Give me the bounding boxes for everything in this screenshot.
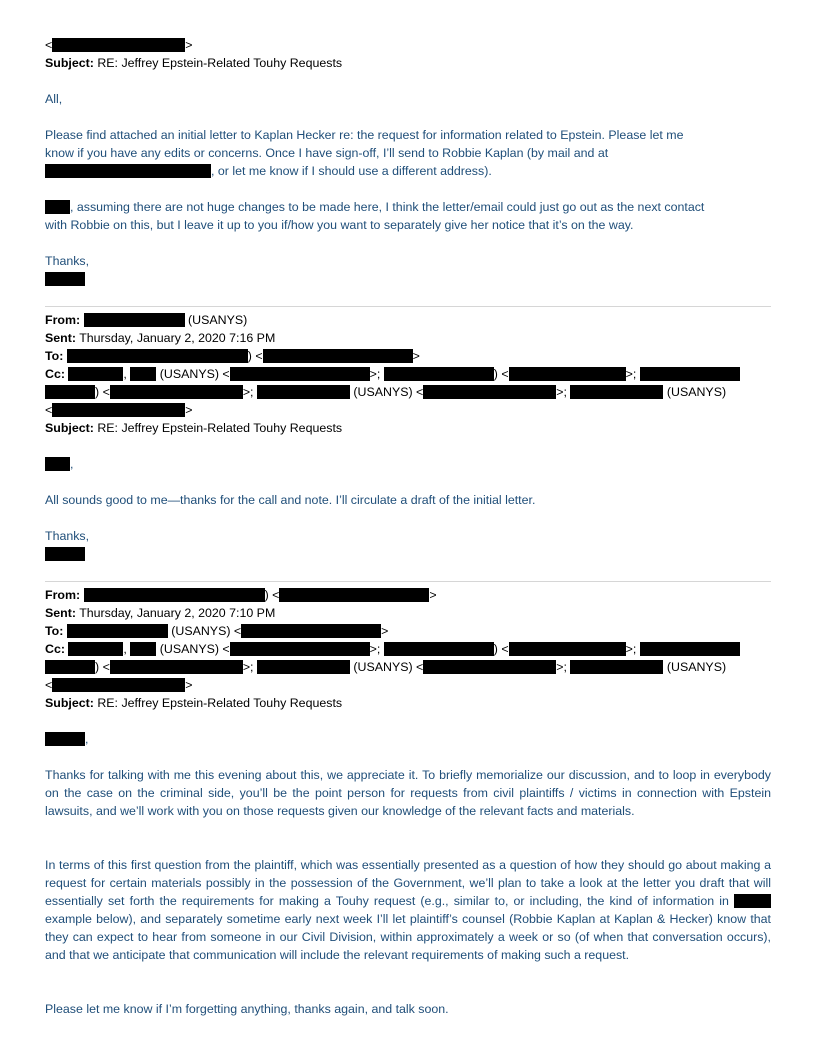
redaction <box>52 678 185 692</box>
email1-subject-line <box>45 54 342 72</box>
subject-text: RE: Jeffrey Epstein-Related Touhy Requests <box>97 421 343 435</box>
redaction <box>241 624 381 638</box>
redaction <box>45 164 211 178</box>
email2-cc-line2: ) < >; (USANYS) < >; (USANYS) <box>45 383 726 401</box>
redaction <box>130 367 156 381</box>
email2-signature <box>45 545 85 563</box>
redaction <box>67 624 168 638</box>
separator <box>45 306 771 307</box>
redaction <box>67 349 248 363</box>
email1-p2-line1 <box>45 198 704 216</box>
redaction <box>45 547 85 561</box>
redaction <box>52 403 185 417</box>
redaction <box>423 660 556 674</box>
email2-cc-line3: < > <box>45 403 193 417</box>
redaction <box>230 642 370 656</box>
email2-body: All sounds good to me—thanks for the call and note. I’ll circulate a draft of the initial letter. <box>45 493 536 507</box>
subject-label: Subject: <box>45 421 94 435</box>
email3-paragraph-1: Thanks for talking with me this evening about this, we appreciate it. To briefly memorialize our discussion, and to loop in everybody on the case on the criminal side, you’ll be the point person for requests from civil plaintiffs / victims in connection with Epstein lawsuits, and we’ll work with you on those requests given our knowledge of the relevant facts and materials. <box>45 768 771 818</box>
sent-value: Thursday, January 2, 2020 7:16 PM <box>79 331 276 345</box>
redaction <box>279 588 429 602</box>
redaction <box>509 642 626 656</box>
email1-p2-line1-text: , assuming there are not huge changes to be made here, I think the letter/email could just go out as the next contact <box>70 200 705 214</box>
email3-cc-line3: < > <box>45 678 193 692</box>
email2-subject-line <box>45 419 342 437</box>
redaction <box>110 385 243 399</box>
org-label: (USANYS) <box>353 660 413 674</box>
redaction <box>130 642 156 656</box>
redaction <box>257 660 350 674</box>
separator <box>45 581 771 582</box>
email2-cc-line1: Cc: , (USANYS) < >; ) < >; <box>45 365 740 383</box>
redaction <box>45 660 95 674</box>
redaction <box>84 588 265 602</box>
redaction <box>384 642 494 656</box>
email3-p2-part1: In terms of this first question from the plaintiff, which was essentially presented as a question of how they should go about making a request for certain materials possibly in the possession of the Government, we’ll plan to take a look at the letter you draft that will essentially set forth the requirements for making a Touhy request (e.g., similar to, or including, the kind of information in <box>45 858 771 908</box>
sent-label: Sent: <box>45 331 76 345</box>
from-label: From: <box>45 313 81 327</box>
redaction <box>52 38 185 52</box>
cc-label: Cc: <box>45 367 65 381</box>
subject-text: RE: Jeffrey Epstein-Related Touhy Requests <box>97 56 343 70</box>
email2-greeting: , <box>45 455 73 473</box>
redaction <box>640 367 740 381</box>
email1-signature <box>45 270 85 288</box>
email3-from-line: From: ) < > <box>45 588 437 602</box>
email2-from-line <box>45 311 247 329</box>
redaction <box>68 367 123 381</box>
redaction <box>45 385 95 399</box>
sent-value: Thursday, January 2, 2020 7:10 PM <box>79 606 276 620</box>
subject-label: Subject: <box>45 56 94 70</box>
email1-p2-line2: with Robbie on this, but I leave it up to you if/how you want to separately give her notice that it’s on the way. <box>45 218 634 232</box>
to-label: To: <box>45 349 64 363</box>
redaction <box>509 367 626 381</box>
org-label: (USANYS) <box>188 313 248 327</box>
subject-label: Subject: <box>45 696 94 710</box>
sent-label: Sent: <box>45 606 76 620</box>
redaction <box>570 660 663 674</box>
email1-thanks: Thanks, <box>45 254 90 268</box>
email2-thanks: Thanks, <box>45 529 90 543</box>
redaction <box>423 385 556 399</box>
email2-sent-line <box>45 329 275 347</box>
redaction <box>640 642 740 656</box>
org-label: (USANYS) <box>666 385 727 399</box>
email3-sent-line <box>45 604 275 622</box>
redaction <box>257 385 350 399</box>
email1-p1-line3-text: , or let me know if I should use a different address). <box>211 164 492 178</box>
redaction <box>84 313 185 327</box>
email1-p1-line1: Please find attached an initial letter to Kaplan Hecker re: the request for information related to Epstein. Please let me <box>45 128 684 142</box>
header-address-line: < > <box>45 38 193 52</box>
redaction <box>110 660 243 674</box>
redaction <box>230 367 370 381</box>
cc-label: Cc: <box>45 642 65 656</box>
email1-p1-line3 <box>45 162 492 180</box>
org-label: (USANYS) <box>171 624 231 638</box>
org-label: (USANYS) <box>666 660 727 674</box>
email3-cc-line1: Cc: , (USANYS) < >; ) < >; <box>45 640 740 658</box>
email3-cc-line2: ) < >; (USANYS) < >; (USANYS) <box>45 658 726 676</box>
redaction <box>45 732 85 746</box>
redaction <box>734 894 771 908</box>
org-label: (USANYS) <box>159 642 219 656</box>
org-label: (USANYS) <box>159 367 219 381</box>
email3-paragraph-2 <box>45 856 771 964</box>
email1-p1-line2: know if you have any edits or concerns. Once I have sign-off, I’ll send to Robbie Kaplan (by mail and at <box>45 146 609 160</box>
email3-paragraph-3: Please let me know if I’m forgetting anything, thanks again, and talk soon. <box>45 1002 449 1016</box>
redaction <box>45 457 70 471</box>
email3-to-line: To: (USANYS) < > <box>45 624 389 638</box>
redaction <box>384 367 494 381</box>
to-label: To: <box>45 624 64 638</box>
email3-p2-part2: example below), and separately sometime early next week I’ll let plaintiff’s counsel (Robbie Kaplan at Kaplan & Hecker) know that they can expect to hear from someone in our Civil Division, within approximately a week or so (of when that conversation occurs), and that we anticipate that communication will include the relevant requirements of making such a request. <box>45 912 771 962</box>
subject-text: RE: Jeffrey Epstein-Related Touhy Requests <box>97 696 343 710</box>
email1-greeting: All, <box>45 92 63 106</box>
email3-subject-line <box>45 694 342 712</box>
redaction <box>68 642 123 656</box>
email2-to-line: To: ) < > <box>45 349 420 363</box>
from-label: From: <box>45 588 81 602</box>
redaction <box>45 272 85 286</box>
org-label: (USANYS) <box>353 385 413 399</box>
redaction <box>45 200 70 214</box>
redaction <box>570 385 663 399</box>
email3-greeting: , <box>45 730 88 748</box>
redaction <box>263 349 413 363</box>
